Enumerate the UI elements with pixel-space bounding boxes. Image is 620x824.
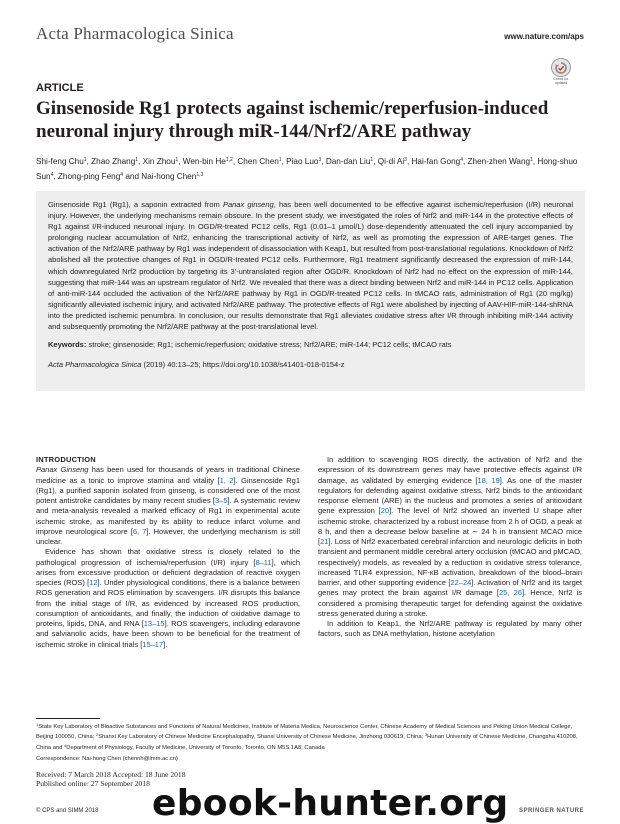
author-name: Piao Luo bbox=[286, 157, 319, 166]
publisher-logo: SPRINGER NATURE bbox=[518, 808, 584, 814]
reference-link[interactable]: 12 bbox=[89, 578, 98, 587]
affiliation-text: Shanxi Key Laboratory of Chinese Medicine Encephalopathy, Shanxi University of Chinese Medicine, Jinzhong 030619, China; bbox=[98, 734, 425, 741]
journal-name: Acta Pharmacologica Sinica bbox=[36, 24, 234, 43]
correspondence: Correspondence: Nai-hong Chen (chennh@imm.ac.cn) bbox=[36, 756, 178, 762]
author-name: Zhao Zhang bbox=[91, 157, 136, 166]
author-affiliation-mark: 1 bbox=[530, 157, 533, 163]
citation-line bbox=[48, 359, 573, 370]
author-affiliation-mark: 1 bbox=[135, 157, 139, 163]
reference-link[interactable]: 25, 26 bbox=[499, 588, 522, 598]
author-affiliation-mark: 4 bbox=[120, 171, 124, 178]
author-affiliation-mark: 3 bbox=[404, 157, 407, 163]
article-title: Ginsenoside Rg1 protects against ischemic/reperfusion-induced neuronal injury through miR-144/Nrf2/ARE pathway bbox=[36, 98, 549, 142]
published-online-date: Published online: 27 September 2018 bbox=[36, 779, 150, 788]
reference-link[interactable]: 20 bbox=[380, 506, 390, 516]
copyright-notice: © CPS and SIMM 2018 bbox=[36, 808, 99, 814]
reference-link[interactable]: 22–24 bbox=[450, 578, 472, 587]
author-affiliation-mark: 1 bbox=[83, 157, 87, 163]
abstract-box bbox=[36, 191, 585, 391]
check-updates-label: Check for updates bbox=[553, 77, 569, 86]
author-name: Wen-bin He bbox=[182, 157, 226, 166]
author-name: Hong-shuo Sun bbox=[36, 157, 578, 181]
author-affiliation-mark: 4 bbox=[50, 171, 54, 178]
author-affiliation-mark: 1 bbox=[278, 157, 282, 163]
abstract-text: Ginsenoside Rg1 (Rg1), a saponin extracted from Panax ginseng, has been well documented to be effective against ischemic/reperfusion (I/R) neuronal injury. However, the underlying mechanisms remain obscure. In the present study, we investigated the roles of Nrf2 and miR-144 in the protective effects of Rg1 against I/R-induced neuronal injury. In OGD/R-treated PC12 cells, Rg1 (0.01–1 μmol/L) dose-dependently attenuated the cell injury accompanied by prolonging nuclear accumulation of Nrf2, enhancing the transcriptional activity of Nrf2, as well as promoting the expression of ARE-target genes. The activation of the Nrf2/ARE pathway by Rg1 was independent of disassociation with Keap1, but resulted from post-translational regulations. Knockdown of Nrf2 abolished all the protective changes of Rg1 in OGD/R-treated PC12 cells. Furthermore, Rg1 treatment significantly decreased the expression of miR-144, which downregulated Nrf2 production by targeting its 3′-untranslated region after OGD/R. Knockdown of Nrf2 had no effect on the expression of miR-144, suggesting that miR-144 was an upstream regulator of Nrf2. We revealed that there was a direct binding between Nrf2 and miR-144 in PC12 cells. Application of anti-miR-144 occluded the activation of the Nrf2/ARE pathway by Rg1 in OGD/R-treated PC12 cells. In tMCAO rats, administration of Rg1 (20 mg/kg) significantly alleviated ischemic injury, and activated Nrf2/ARE pathway. The protective effects of Rg1 were abolished by injecting of AAV-HIF-miR-144-shRNA into the predicted ischemic penumbra. In conclusion, our results demonstrate that Rg1 alleviates oxidative stress after I/R through inhibiting miR-144 activity and subsequently promoting the Nrf2/ARE pathway at the post-translational level. bbox=[48, 200, 574, 332]
article-type-label: ARTICLE bbox=[36, 82, 84, 94]
author-affiliation-mark: 1 bbox=[175, 157, 179, 163]
affiliation-number: 2 bbox=[95, 732, 99, 738]
keywords-list: stroke; ginsenoside; Rg1; ischemic/reperfusion; oxidative stress; Nrf2/ARE; miR-144; PC12 cells; tMCAO rats bbox=[88, 340, 452, 350]
author-name: Dan-dan Liu bbox=[325, 157, 371, 166]
reference-link[interactable]: 6, 7 bbox=[132, 526, 147, 536]
author-name: Hai-fan Gong bbox=[411, 157, 461, 166]
reference-link[interactable]: 18, 19 bbox=[477, 475, 500, 485]
author-name: Chen Chen bbox=[237, 157, 279, 166]
author-name: Shi-feng Chu bbox=[36, 157, 84, 166]
keywords-line bbox=[48, 339, 573, 350]
author-name: Zhen-zhen Wang bbox=[467, 157, 531, 166]
section-heading-introduction: INTRODUCTION bbox=[36, 455, 96, 464]
keywords-label: Keywords: bbox=[48, 340, 87, 350]
author-name: Qi-di Ai bbox=[377, 157, 405, 166]
affiliations bbox=[36, 721, 585, 752]
reference-link[interactable]: 3–5 bbox=[215, 496, 228, 505]
check-updates-icon bbox=[551, 58, 571, 77]
author-affiliation-mark: 1,2 bbox=[225, 157, 233, 163]
journal-url-link[interactable]: www.nature.com/aps bbox=[504, 32, 584, 41]
author-affiliation-mark: 1 bbox=[370, 157, 374, 163]
author-name: Xin Zhou bbox=[142, 157, 176, 166]
author-name: Nai-hong Chen bbox=[141, 171, 197, 181]
received-accepted-dates: Received: 7 March 2018 Accepted: 18 June 2018 bbox=[36, 770, 186, 779]
body-paragraph: In addition to Keap1, the Nrf2/ARE pathway is regulated by many other factors, such as DNA methylation, histone acetylation bbox=[318, 619, 582, 639]
body-paragraph: Evidence has shown that oxidative stress is closely related to the pathological progression of ischemia/reperfusion (I/R) injury [8–11], which arises from excessive production or deficient degradation of reactive oxygen species (ROS) [12]. Under physiological conditions, there is a balance between ROS generation and ROS elimination by scavengers. I/R disrupts this balance from the initial stage of I/R, as evidenced by increased ROS production, consumption of antioxidants, and finally, the induction of oxidative damage to proteins, lipids, DNA, and RNA [13–15]. ROS scavengers, including edaravone and salvianolic acids, have been shown to be beneficial for the treatment of ischemic stroke in clinical trials [15–17]. bbox=[36, 547, 300, 649]
body-paragraph: Panax Ginseng has been used for thousands of years in traditional Chinese medicine as a tonic to improve stamina and vitality [1, 2]. Ginsenoside Rg1 (Rg1), a purified saponin isolated from ginseng, is considered one of the most potent antistroke candidates by many recent studies [3–5]. A systematic review and meta-analysis revealed a marked efficacy of Rg1 in experimental acute ischemic stroke, as manifested by its ability to reduce infarct volume and improve neurological score [6, 7]. However, the underlying mechanism is still unclear. bbox=[36, 465, 301, 546]
check-for-updates-button[interactable] bbox=[548, 58, 574, 86]
author-affiliation-mark: 4 bbox=[460, 157, 463, 163]
citation-doi-link[interactable]: (2019) 40:13–25; https://doi.org/10.1038/s41401-018-0154-z bbox=[141, 360, 345, 370]
citation-journal: Acta Pharmacologica Sinica bbox=[48, 360, 142, 370]
reference-link[interactable]: 21 bbox=[320, 537, 329, 546]
author-name: Zhong-ping Feng bbox=[57, 171, 121, 181]
author-affiliation-mark: 1,3 bbox=[196, 171, 204, 178]
watermark: ebook-hunter.org bbox=[152, 783, 509, 824]
affiliation-text: State Key Laboratory of Bioactive Substances and Functions of Natural Medicines, Institute of Materia Medica, Neuroscience Center, Chinese Academy of Medical Sciences and Peking Union Medical College, Beijing 100050, China; bbox=[36, 724, 573, 741]
reference-link[interactable]: 1, 2 bbox=[219, 475, 234, 485]
reference-link[interactable]: 8–11 bbox=[255, 557, 272, 567]
affiliation-number: 1 bbox=[36, 722, 39, 727]
author-affiliation-mark: 3 bbox=[318, 157, 322, 163]
reference-link[interactable]: 15–17 bbox=[142, 639, 164, 649]
body-column-left bbox=[36, 455, 300, 650]
author-list: Shi-feng Chu$^1$, Zhao Zhang$^1$, Xin Zhou$^1$, Wen-bin He$^{1,2}$, Chen Chen$^1$, Piao Luo$^3$, Dan-dan Liu$^1$, Qi-di Ai$^3$, Hai-fan Gong$^4$, Zhen-zhen Wang$^1$, Hong-shuo Sun$^4$, Zhong-ping Feng$^4$ and Nai-hong Chen$^{1,3}$ bbox=[36, 157, 578, 181]
footnote-divider bbox=[36, 718, 100, 719]
affiliation-number: 4 bbox=[64, 742, 67, 748]
affiliation-text: Department of Physiology, Faculty of Medicine, University of Toronto, Toronto, ON M5S 1A8, Canada bbox=[66, 744, 325, 751]
affiliation-number: 3 bbox=[424, 732, 428, 738]
body-column-right bbox=[318, 455, 582, 640]
body-paragraph: In addition to scavenging ROS directly, the activation of Nrf2 and the expression of its downstream genes may have protective effects against I/R damage, as validated by emerging evidence [18, 19]. As one of the master regulators for defending against oxidative stress, Nrf2 binds to the antioxidant response element (ARE) in the nucleus and promotes a series of antioxidant gene expression [20]. The level of Nrf2 showed an inverted U shape after ischemic stroke, characterized by a robust increase from 2 h of OGD, a peak at 8 h, and then a decrease below baseline at ∼ 24 h in transient MCAO mice [21]. Loss of Nrf2 exacerbated cerebral infarction and neurologic deficits in both transient and permanent middle cerebral artery occlusion (tMCAO and pMCAO, respectively) models, as revealed by a reduction in oxidative stress tolerance, increased TLR4 expression, NF-κB activation, breakdown of the blood–brain barrier, and other supporting evidence [22–24]. Activation of Nrf2 and its target genes may protect the brain against I/R damage [25, 26]. Hence, Nrf2 is considered a promising therapeutic target for defending against the oxidative stress generated during a stroke. bbox=[318, 455, 583, 618]
affiliation-text: Hunan University of Chinese Medicine, Changsha 410208, China and bbox=[36, 734, 578, 751]
reference-link[interactable]: 13–15 bbox=[143, 619, 165, 628]
